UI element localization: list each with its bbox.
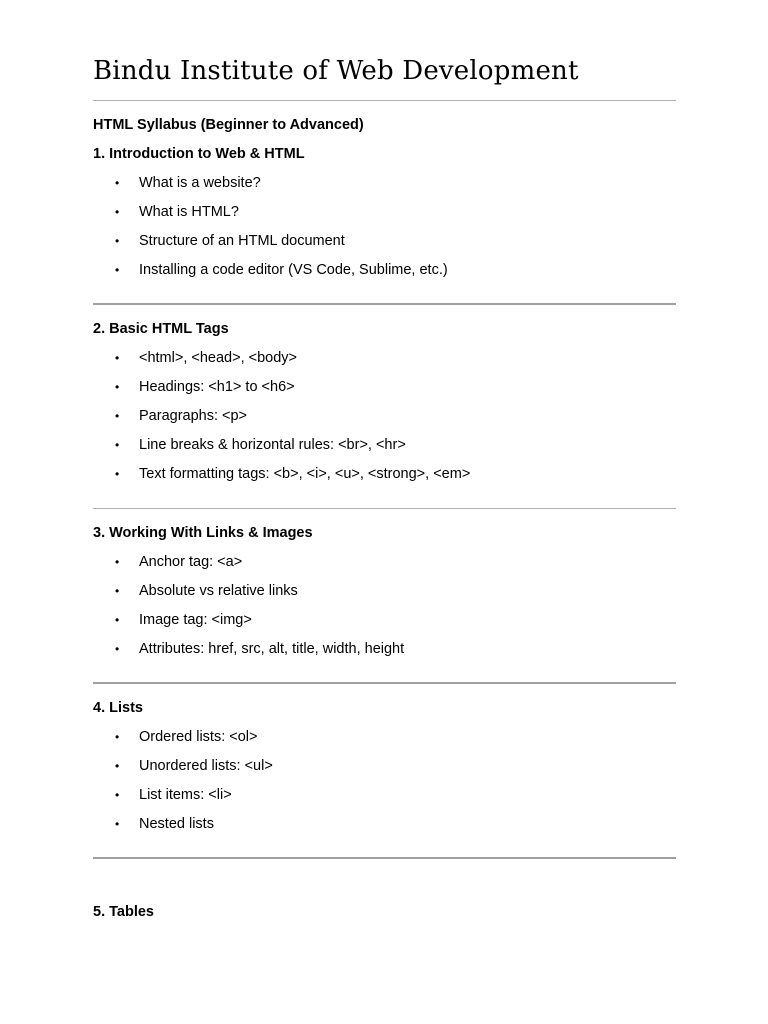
list-item-text: Line breaks & horizontal rules: <br>, <hr> [139,437,406,453]
list-item [115,583,298,599]
list-item [115,554,242,570]
list-item [115,379,295,395]
bullet-icon: • [115,409,120,423]
bullet-icon: • [115,351,120,365]
bullet-icon: • [115,205,120,219]
list-item [115,233,345,249]
bullet-icon: • [115,176,120,190]
list-item-text: Nested lists [139,816,214,832]
bullet-icon: • [115,555,120,569]
list-item-text: Ordered lists: <ol> [139,729,258,745]
document-title: Bindu Institute of Web Development [93,56,579,86]
bullet-icon: • [115,759,120,773]
list-item [115,175,261,191]
list-item-text: Headings: <h1> to <h6> [139,379,295,395]
title-divider [93,100,676,101]
section-heading-4: 4. Lists [93,700,143,716]
section-heading-5: 5. Tables [93,904,154,920]
list-item-text: List items: <li> [139,787,232,803]
list-item [115,350,297,366]
section-divider [93,857,676,859]
list-item-text: What is a website? [139,175,261,191]
list-item-text: Unordered lists: <ul> [139,758,273,774]
list-item [115,437,406,453]
list-item [115,641,404,657]
list-item [115,758,273,774]
list-item-text: Absolute vs relative links [139,583,298,599]
syllabus-subtitle: HTML Syllabus (Beginner to Advanced) [93,117,364,133]
bullet-icon: • [115,788,120,802]
list-item-text: What is HTML? [139,204,239,220]
bullet-icon: • [115,584,120,598]
section-divider [93,303,676,305]
section-divider [93,682,676,684]
bullet-icon: • [115,730,120,744]
list-item-text: <html>, <head>, <body> [139,350,298,366]
list-item-text: Text formatting tags: <b>, <i>, <u>, <strong>, <em> [139,466,471,482]
section-heading-3: 3. Working With Links & Images [93,525,313,541]
section-heading-2: 2. Basic HTML Tags [93,321,229,337]
list-item-text: Structure of an HTML document [139,233,345,249]
list-item [115,729,257,745]
list-item-text: Installing a code editor (VS Code, Sublime, etc.) [139,262,448,278]
bullet-icon: • [115,467,120,481]
list-item-text: Anchor tag: <a> [139,554,243,570]
bullet-icon: • [115,613,120,627]
list-item [115,262,448,278]
section-heading-1: 1. Introduction to Web & HTML [93,146,305,162]
list-item [115,408,247,424]
list-item-text: Attributes: href, src, alt, title, width, height [139,641,405,657]
list-item [115,787,232,803]
list-item [115,816,214,832]
list-item-text: Paragraphs: <p> [139,408,248,424]
section-divider [93,508,676,509]
bullet-icon: • [115,817,120,831]
bullet-icon: • [115,263,120,277]
list-item [115,466,470,482]
list-item [115,204,239,220]
list-item [115,612,252,628]
bullet-icon: • [115,438,120,452]
bullet-icon: • [115,380,120,394]
list-item-text: Image tag: <img> [139,612,252,628]
bullet-icon: • [115,642,120,656]
bullet-icon: • [115,234,120,248]
